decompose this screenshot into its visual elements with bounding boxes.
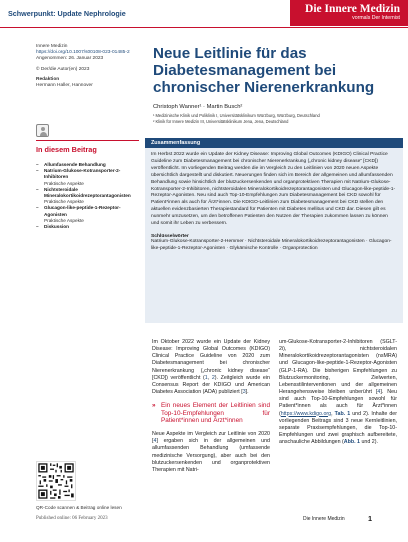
footer-journal: Die Innere Medizin xyxy=(303,516,345,522)
article-affiliations xyxy=(153,113,393,125)
reference-link[interactable]: 1 xyxy=(204,374,208,381)
body-column-2 xyxy=(279,339,397,446)
reference-link[interactable]: 4 xyxy=(153,438,157,445)
published-online: Published online: 06 February 2023 xyxy=(36,516,108,521)
toc-item[interactable]: – Natrium-Glukose-Kotransporter-2-Inhibitoren xyxy=(36,168,121,180)
kdigo-link[interactable]: https://www.kdigo.org xyxy=(280,410,332,417)
reference-link[interactable]: 3 xyxy=(242,389,246,396)
toc-item[interactable]: – Glucagon-like-peptide-1-Rezeptor-Agonisten xyxy=(36,205,121,217)
page-number: 1 xyxy=(368,514,373,523)
qr-code[interactable] xyxy=(36,461,76,501)
toc-item[interactable]: – Diskussion xyxy=(36,224,70,230)
pull-quote xyxy=(152,402,270,425)
table-link[interactable]: Tab. 1 xyxy=(334,410,351,417)
abstract-text: Im Herbst 2022 wurde ein Update der Kidney Disease: Improving Global Outcomes (KDIGO) Clinical Practice Guideline zum Diabetesmanagement bei chronischer Nierenerkrankung („chronic kidney disease“ [CKD]) veröffentlicht. Im vorliegenden Beitrag werden die im Vergleich zu den Leitlinien von 2020 neuen Aspekte übersichtlich dargestellt und diskutiert. Neuerungen finden sich im Bereich der allgemeinen und allumfassenden Behandlung sowie hinsichtlich der blutzuckersenkenden und organprotektiven Therapien mit Natrium-Glukose-Kotransporter-2-Inhibitoren, nichtsteroidalen Mineralokortikoidrezeptorantagonisten und Glucagon-like-peptide-1-Rezeptor-Agonisten. Neu sind auch Top-10-Empfehlungen zum Diabetesmanagement bei CKD sowohl für Patient*innen als auch für Ärzt*innen. Die KDIGO-Leitlinien zum Diabetesmanagement bei CKD stellen den aktuellen evidenzbasierten Therapiestandard für Patienten mit Diabetes mellitus und CKD dar. Diesen gilt es nunmehr umzusetzen, um den betroffenen Patienten den Nutzen der Therapien zukommen lassen zu können und somit ihr Leben zu verbessern. xyxy=(151,152,396,227)
toc-item-label: Nichtsteroidale Mineralokortikoidrezeptorantagonisten xyxy=(44,186,131,199)
toc-title: In diesem Beitrag xyxy=(36,145,97,154)
toc-item-label: Allumfassende Behandlung xyxy=(44,162,106,167)
affiliation-1: ¹ Medizinische Klinik und Poliklinik I, Universitätsklinikum Würzburg, Würzburg, Deutschland xyxy=(153,113,320,118)
article-title: Neue Leitlinie für das Diabetesmanagement bei chronischer Nierenerkrankung xyxy=(153,45,375,96)
toc-subitem[interactable]: Praktische Aspekte xyxy=(44,217,84,223)
brand-subtitle: vormals Der Internist xyxy=(352,15,400,21)
journal-brand xyxy=(290,0,408,26)
quote-arrows-icon: » xyxy=(152,402,156,410)
toc-item[interactable]: – Allumfassende Behandlung xyxy=(36,162,106,167)
figure-link[interactable]: Abb. 1 xyxy=(343,439,360,446)
affiliation-2: ² Klinik für Innere Medizin III, Universitätsklinikum Jena, Jena, Deutschland xyxy=(153,119,289,124)
keywords-text: Natrium-Glukose-Kotransporter-2-Hemmer · Nichtsteroidale Mineralokortikoidrezeptorantagonisten · Glucagon-like-peptide-1-Rezeptor-Agonisten · Glykämische Kontrolle · Organprotection xyxy=(151,238,392,251)
meta-editor: Hermann Haller, Hannover xyxy=(36,83,93,89)
section-label: Schwerpunkt: Update Nephrologie xyxy=(8,9,126,18)
body-paragraph: um-Glukose-Kotransporter-2-Inhibitoren (SGLT-2i), nichtsteroidalen Mineralokortikoidrezeptorantagonisten (nsMRA) und Glucagon-like-peptide-1-Rezeptor-Agonisten (GLP-1-RA). Die bisherigen Empfehlungen zu Blutzuckermonitoring, Zielwerten, Lebensstilinterventionen und der allgemeinen Herangehensweise bleiben unberührt [4]. Neu sind auch Top-10-Empfehlungen sowohl für Patient*innen als auch für Ärzt*innen (https://www.kdigo.org, Tab. 1 und 2). Inhalte der vorliegenden Beitrags sind 3 neue Kernleitlinien, separate Praxisempfehlungen, die Top-10-Empfehlungen und zwei graphisch aufbereitete, anschauliche Abbildungen (Abb. 1 und 2). xyxy=(279,339,398,446)
doi-link[interactable]: https://doi.org/10.1007/s00108-023-01485-2 xyxy=(36,50,130,56)
meta-journal: Innere Medizin xyxy=(36,44,68,49)
toc-sidebar xyxy=(36,140,139,230)
toc-item[interactable]: – Nichtsteroidale Mineralokortikoidrezeptorantagonisten xyxy=(36,186,131,199)
meta-editorial-label: Redaktion xyxy=(36,76,60,82)
body-paragraph: Neue Aspekte im Vergleich zur Leitlinie von 2020 [4] ergaben sich in der allgemeinen und allumfassenden Behandlung (umfassende medizinische Versorgung), aber auch bei den blutzuckersenkenden und organprotektiven Therapien mit Natri- xyxy=(152,431,270,473)
abstract-label: Zusammenfassung xyxy=(145,138,403,148)
article-authors: Christoph Wanner¹ · Martin Busch² xyxy=(153,104,243,110)
toc-item-label: Natrium-Glukose-Kotransporter-2-Inhibitoren xyxy=(44,168,121,180)
header-divider xyxy=(0,27,408,28)
toc-item-label: Diskussion xyxy=(44,224,70,230)
toc-item-label: Glucagon-like-peptide-1-Rezeptor-Agonisten xyxy=(44,205,121,217)
meta-copyright: © Der/die Autor(en) 2023 xyxy=(36,66,90,72)
qr-code-icon xyxy=(37,462,75,500)
abstract-box xyxy=(145,148,403,323)
toc-subitem[interactable]: Praktische Aspekte xyxy=(44,199,84,205)
reference-link[interactable]: 4 xyxy=(377,389,381,396)
pull-quote-text: Ein neues Element der Leitlinien sind Top-10-Empfehlungen für Patient*innen und Ärzt*innen xyxy=(161,402,270,425)
keywords-label: Schlüsselwörter xyxy=(151,233,189,239)
toc-subitem[interactable]: Praktische Aspekte xyxy=(44,180,84,186)
body-column-1 xyxy=(152,339,270,474)
meta-accepted: Angenommen: 26. Januar 2023 xyxy=(36,56,104,62)
open-access-person-icon xyxy=(36,124,49,137)
body-paragraph: Im Oktober 2022 wurde ein Update der Kidney Disease: Improving Global Outcomes (KDIGO) Clinical Practice Guideline von 2020 zum Diabetesmanagement bei chronischer Nierenerkrankung („chronic kidney disease“ [CKD]) veröffentlicht (1, 2). Zeitgleich wurde ein Consensus Report der KDIGO und American Diabetes Association (ADA) publiziert [3]. xyxy=(152,339,270,396)
article-meta xyxy=(36,44,146,89)
reference-link[interactable]: 2 xyxy=(211,374,215,381)
qr-caption: QR-Code scannen & Beitrag online lesen xyxy=(36,505,122,510)
brand-title: Die Innere Medizin xyxy=(305,3,400,15)
